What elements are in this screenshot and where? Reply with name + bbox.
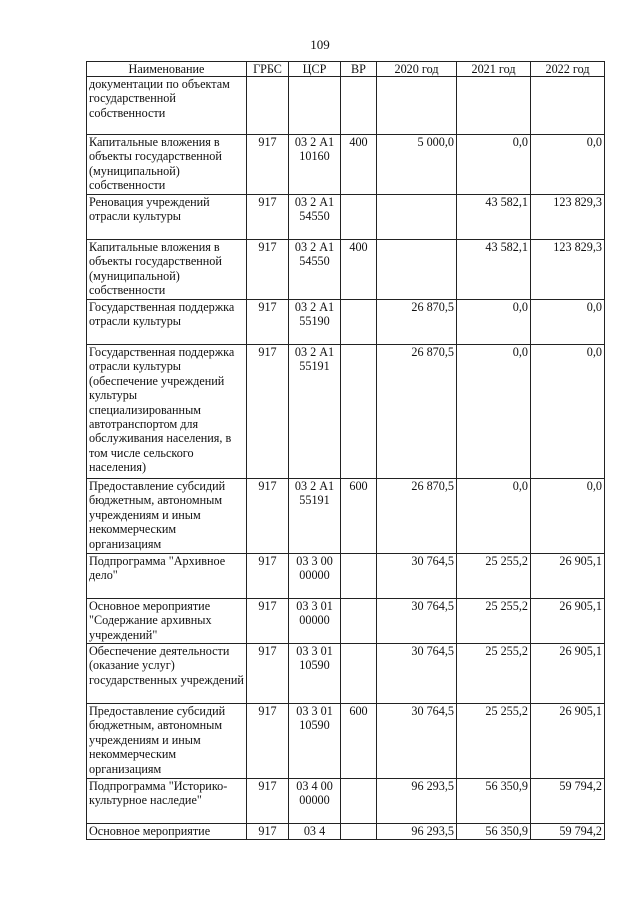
- row-2020: [377, 195, 457, 240]
- header-row: [87, 62, 605, 77]
- header-grbs: ГРБС: [247, 62, 289, 77]
- row-2022: 0,0: [531, 135, 605, 195]
- row-2021: 56 350,9: [457, 824, 531, 840]
- row-csr: 03 2 А1 55190: [289, 300, 341, 345]
- row-2021: [457, 77, 531, 135]
- row-grbs: 917: [247, 644, 289, 704]
- table-row: [87, 300, 605, 345]
- row-2021: 25 255,2: [457, 599, 531, 644]
- row-csr: 03 3 01 10590: [289, 704, 341, 779]
- row-2020: 30 764,5: [377, 554, 457, 599]
- row-2021: 25 255,2: [457, 644, 531, 704]
- header-vr: ВР: [341, 62, 377, 77]
- row-csr: 03 2 А1 55191: [289, 345, 341, 479]
- budget-table: [86, 61, 605, 840]
- row-csr: 03 3 01 00000: [289, 599, 341, 644]
- row-2021: 0,0: [457, 479, 531, 554]
- row-name: документации по объектам государственной собственности: [87, 77, 247, 135]
- row-vr: [341, 824, 377, 840]
- row-vr: [341, 554, 377, 599]
- row-vr: [341, 77, 377, 135]
- row-2022: 0,0: [531, 300, 605, 345]
- row-2022: 123 829,3: [531, 195, 605, 240]
- row-grbs: 917: [247, 704, 289, 779]
- row-grbs: 917: [247, 779, 289, 824]
- row-2020: 96 293,5: [377, 824, 457, 840]
- row-grbs: 917: [247, 554, 289, 599]
- row-csr: 03 4 00 00000: [289, 779, 341, 824]
- row-2020: 30 764,5: [377, 644, 457, 704]
- row-grbs: 917: [247, 135, 289, 195]
- header-2021: 2021 год: [457, 62, 531, 77]
- row-vr: [341, 599, 377, 644]
- row-vr: 600: [341, 479, 377, 554]
- table-row: [87, 779, 605, 824]
- row-name: Обеспечение деятельности (оказание услуг) государственных учреждений: [87, 644, 247, 704]
- table-row: [87, 195, 605, 240]
- row-name: Предоставление субсидий бюджетным, автономным учреждениям и иным некоммерческим организациям: [87, 479, 247, 554]
- row-name: Государственная поддержка отрасли культуры: [87, 300, 247, 345]
- row-csr: 03 2 А1 10160: [289, 135, 341, 195]
- row-csr: 03 2 А1 54550: [289, 195, 341, 240]
- row-csr: 03 3 00 00000: [289, 554, 341, 599]
- row-name: Капитальные вложения в объекты государственной (муниципальной) собственности: [87, 240, 247, 300]
- table-row: [87, 599, 605, 644]
- row-grbs: 917: [247, 195, 289, 240]
- row-2021: 0,0: [457, 300, 531, 345]
- row-2022: 26 905,1: [531, 554, 605, 599]
- row-2020: 26 870,5: [377, 479, 457, 554]
- row-2020: 26 870,5: [377, 300, 457, 345]
- row-2022: 59 794,2: [531, 779, 605, 824]
- row-2022: 26 905,1: [531, 644, 605, 704]
- table-header: [87, 62, 605, 77]
- row-vr: 600: [341, 704, 377, 779]
- table-row: [87, 135, 605, 195]
- table-row: [87, 479, 605, 554]
- row-2020: 5 000,0: [377, 135, 457, 195]
- table-body: [87, 77, 605, 840]
- header-2020: 2020 год: [377, 62, 457, 77]
- page-number: 109: [310, 37, 330, 52]
- row-2021: 25 255,2: [457, 554, 531, 599]
- row-name: Государственная поддержка отрасли культуры (обеспечение учреждений культуры специализированным автотранспортом для обслуживания населения, в том числе сельского населения): [87, 345, 247, 479]
- row-2020: [377, 240, 457, 300]
- row-2021: 43 582,1: [457, 195, 531, 240]
- row-name: Предоставление субсидий бюджетным, автономным учреждениям и иным некоммерческим организациям: [87, 704, 247, 779]
- row-2020: 30 764,5: [377, 704, 457, 779]
- row-grbs: 917: [247, 240, 289, 300]
- table-row: [87, 345, 605, 479]
- row-csr: [289, 77, 341, 135]
- header-name: Наименование: [87, 62, 247, 77]
- row-2022: [531, 77, 605, 135]
- row-name: Капитальные вложения в объекты государственной (муниципальной) собственности: [87, 135, 247, 195]
- row-2021: 43 582,1: [457, 240, 531, 300]
- row-vr: [341, 300, 377, 345]
- row-2020: 96 293,5: [377, 779, 457, 824]
- row-vr: [341, 779, 377, 824]
- row-2021: 25 255,2: [457, 704, 531, 779]
- row-vr: [341, 644, 377, 704]
- row-name: Подпрограмма "Архивное дело": [87, 554, 247, 599]
- row-vr: 400: [341, 240, 377, 300]
- table-row: [87, 240, 605, 300]
- row-grbs: 917: [247, 824, 289, 840]
- row-2020: 26 870,5: [377, 345, 457, 479]
- row-name: Основное мероприятие: [87, 824, 247, 840]
- row-2022: 123 829,3: [531, 240, 605, 300]
- row-grbs: 917: [247, 599, 289, 644]
- row-grbs: 917: [247, 300, 289, 345]
- row-name: Реновация учреждений отрасли культуры: [87, 195, 247, 240]
- row-csr: 03 2 А1 54550: [289, 240, 341, 300]
- row-grbs: [247, 77, 289, 135]
- row-2022: 0,0: [531, 345, 605, 479]
- row-grbs: 917: [247, 479, 289, 554]
- row-csr: 03 2 А1 55191: [289, 479, 341, 554]
- table-row: [87, 554, 605, 599]
- row-name: Основное мероприятие "Содержание архивных учреждений": [87, 599, 247, 644]
- row-2020: 30 764,5: [377, 599, 457, 644]
- table-row: [87, 77, 605, 135]
- row-vr: [341, 345, 377, 479]
- row-csr: 03 4: [289, 824, 341, 840]
- table-row: [87, 824, 605, 840]
- row-csr: 03 3 01 10590: [289, 644, 341, 704]
- row-vr: 400: [341, 135, 377, 195]
- row-2021: 0,0: [457, 345, 531, 479]
- header-2022: 2022 год: [531, 62, 605, 77]
- row-2021: 56 350,9: [457, 779, 531, 824]
- row-2021: 0,0: [457, 135, 531, 195]
- row-2022: 26 905,1: [531, 599, 605, 644]
- row-vr: [341, 195, 377, 240]
- row-2022: 0,0: [531, 479, 605, 554]
- table-row: [87, 644, 605, 704]
- row-2022: 59 794,2: [531, 824, 605, 840]
- table-row: [87, 704, 605, 779]
- header-csr: ЦСР: [289, 62, 341, 77]
- row-2020: [377, 77, 457, 135]
- row-grbs: 917: [247, 345, 289, 479]
- row-name: Подпрограмма "Историко-культурное наследие": [87, 779, 247, 824]
- row-2022: 26 905,1: [531, 704, 605, 779]
